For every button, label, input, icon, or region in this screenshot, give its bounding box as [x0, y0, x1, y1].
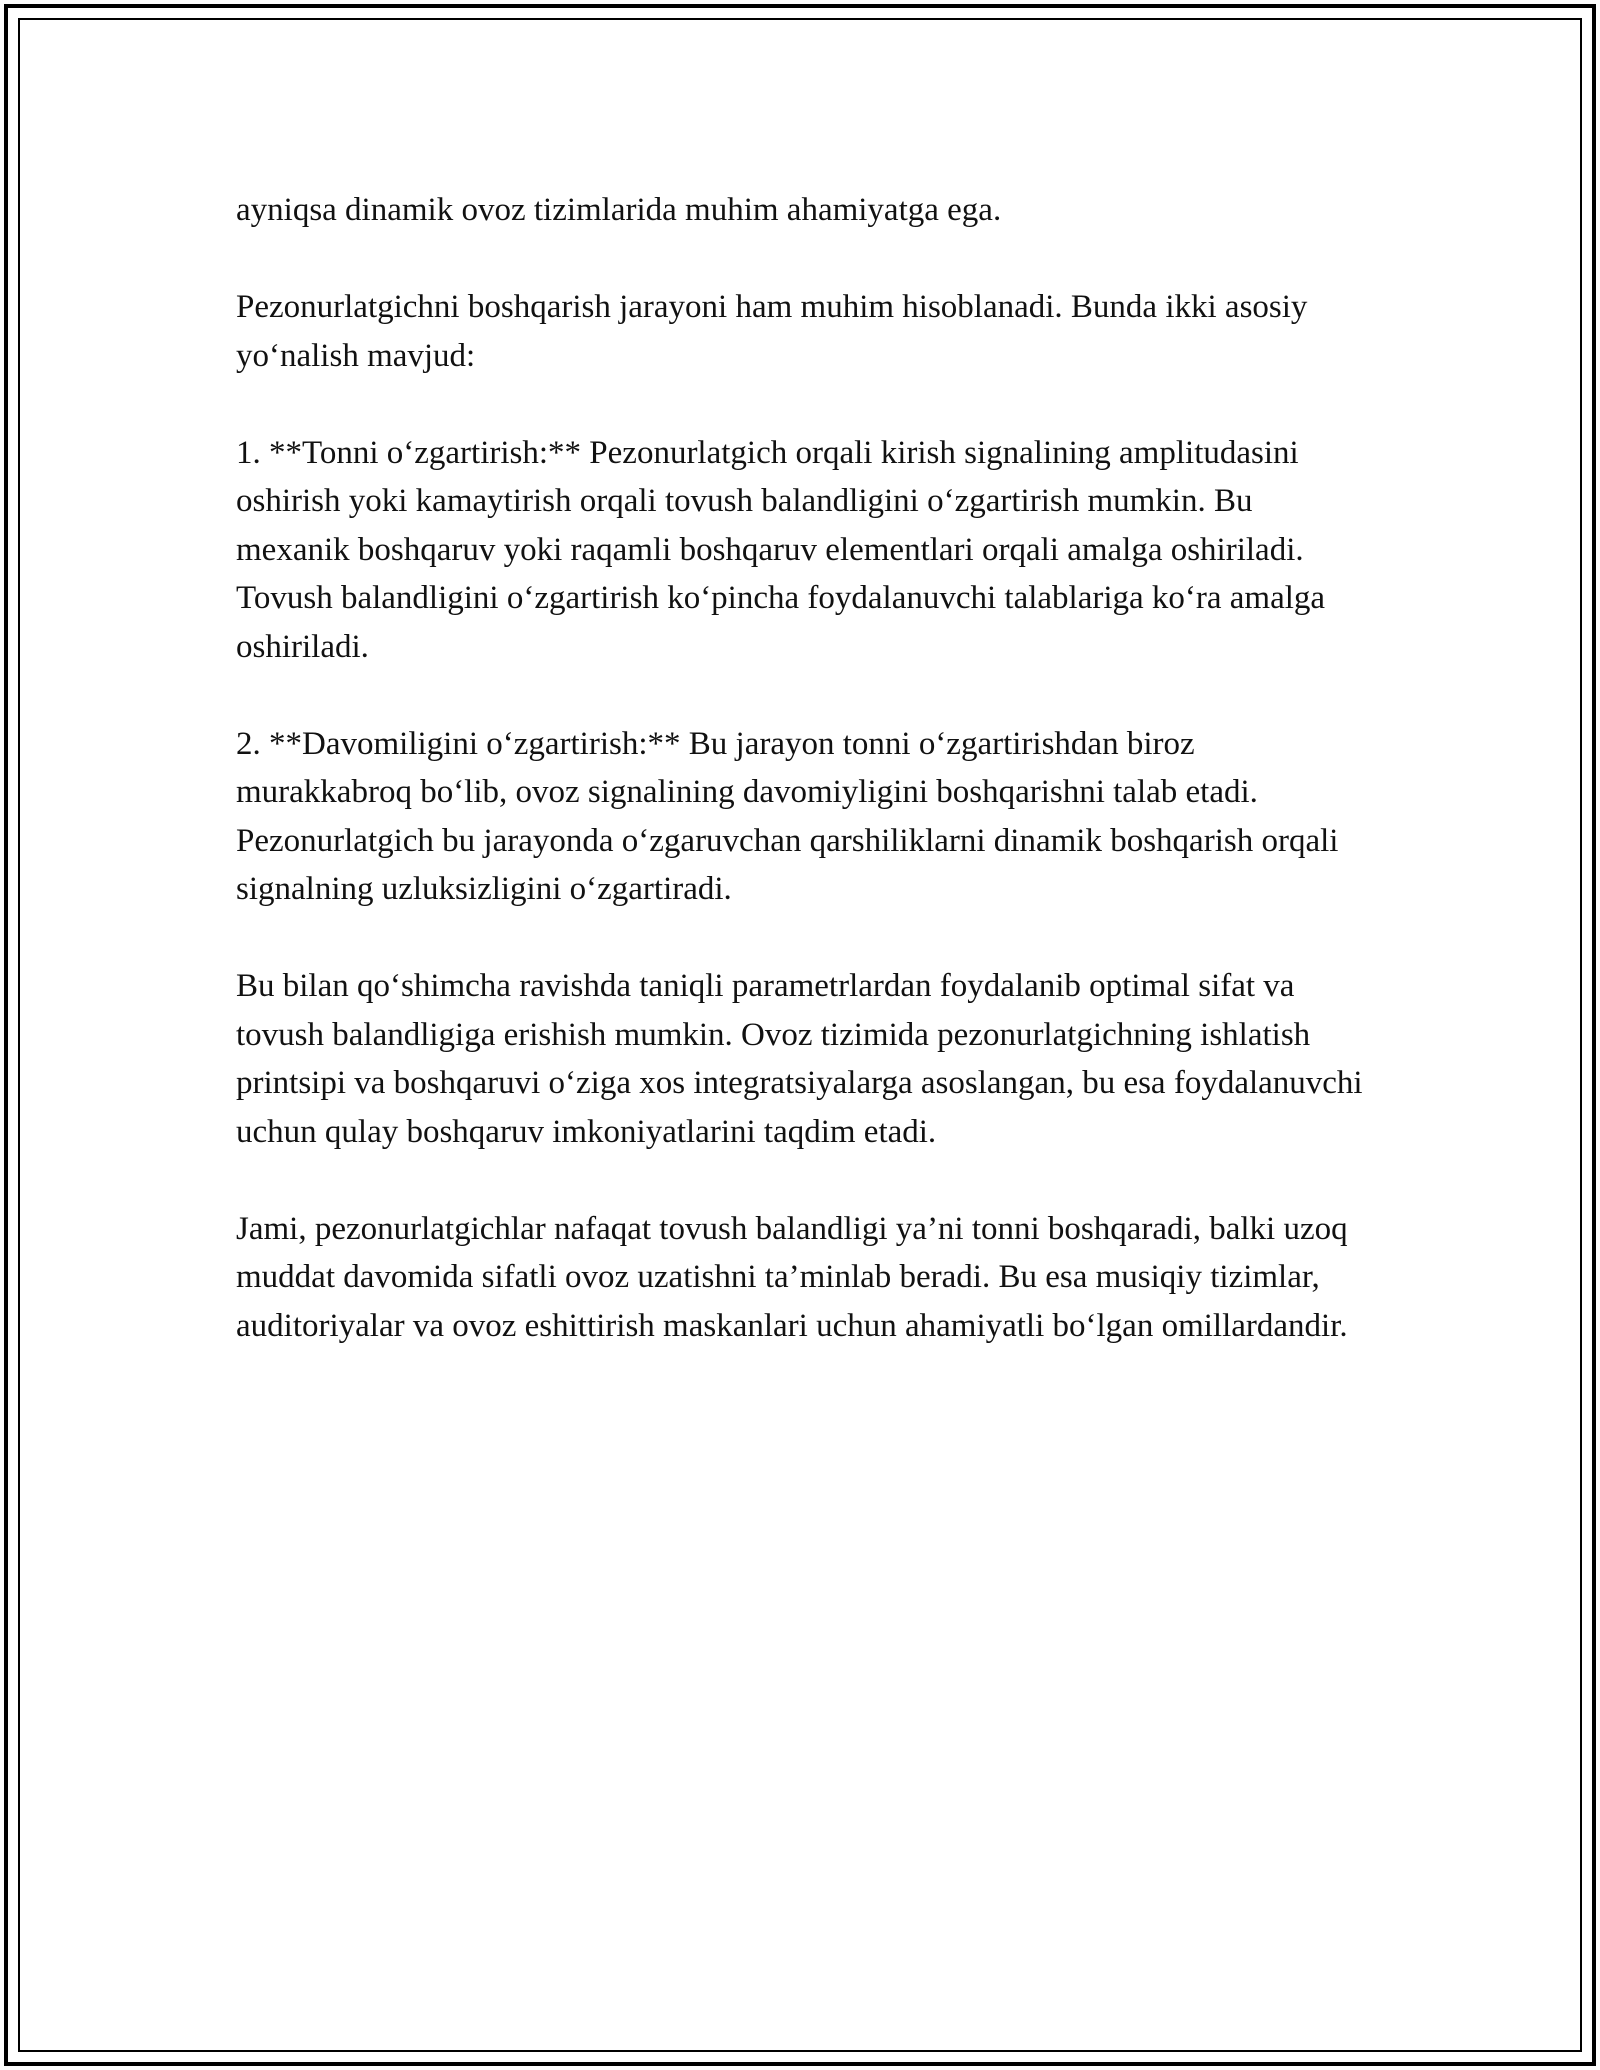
paragraph-list-item-duration: 2. **Davomiligini o‘zgartirish:** Bu jarayon tonni o‘zgartirishdan biroz murakkabroq bo‘lib, ovoz signalining davomiyligini boshqarishni talab etadi. Pezonurlatgich bu jarayonda o‘zgaruvchan qarshiliklarni dinamik boshqarish orqali signalning uzluksizligini o‘zgartiradi.	[236, 725, 1339, 907]
paragraph-parameters: Bu bilan qo‘shimcha ravishda taniqli parametrlardan foydalanib optimal sifat va tovush balandligiga erishish mumkin. Ovoz tizimida pezonurlatgichning ishlatish printsipi va boshqaruvi o‘ziga xos integratsiyalarga asoslangan, bu esa foydalanuvchi uchun qulay boshqaruv imkoniyatlarini taqdim etadi.	[236, 968, 1363, 1150]
paragraph-intro-continuation: ayniqsa dinamik ovoz tizimlarida muhim ahamiyatga ega.	[236, 192, 1002, 228]
paragraph-list-item-tone: 1. **Tonni o‘zgartirish:** Pezonurlatgich orqali kirish signalining amplitudasini oshirish yoki kamaytirish orqali tovush balandligini o‘zgartirish mumkin. Bu mexanik boshqaruv yoki raqamli boshqaruv elementlari orqali amalga oshiriladi. Tovush balandligini o‘zgartirish ko‘pincha foydalanuvchi talablariga ko‘ra amalga oshiriladi.	[236, 434, 1326, 665]
document-body	[236, 186, 1366, 1399]
paragraph-conclusion: Jami, pezonurlatgichlar nafaqat tovush balandligi ya’ni tonni boshqaradi, balki uzoq muddat davomida sifatli ovoz uzatishni ta’minlab beradi. Bu esa musiqiy tizimlar, auditoriyalar va ovoz eshittirish maskanlari uchun ahamiyatli bo‘lgan omillardandir.	[236, 1210, 1348, 1344]
paragraph-control-overview: Pezonurlatgichni boshqarish jarayoni ham muhim hisoblanadi. Bunda ikki asosiy yo‘nalish mavjud:	[236, 289, 1308, 374]
